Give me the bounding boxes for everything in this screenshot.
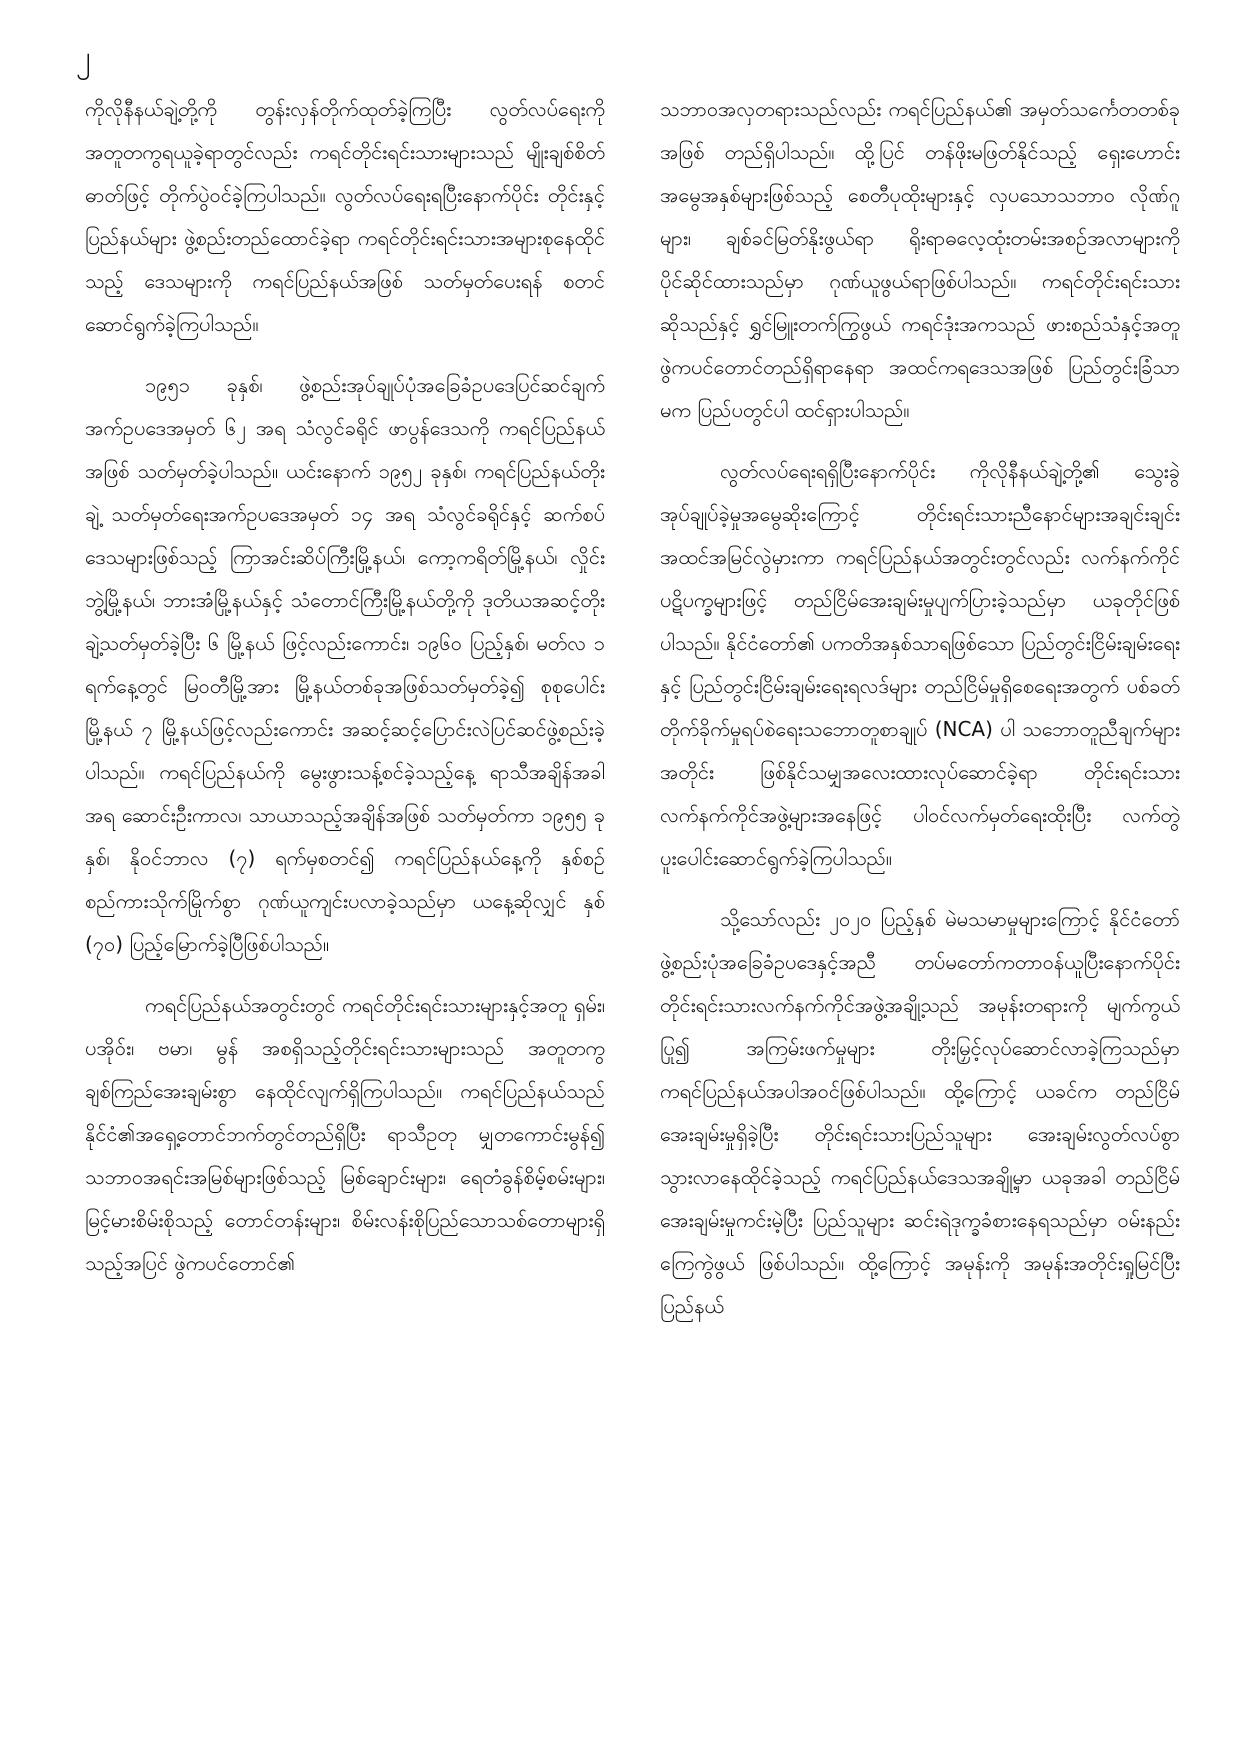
left-paragraph-3: ကရင်ပြည်နယ်အတွင်းတွင် ကရင်တိုင်းရင်းသားများနှင့်အတူ ရှမ်း၊ ပအိုဝ်း၊ ဗမာ၊ မွန် အစရှိသည့်တိုင်းရင်းသားများသည် အတူတကွ ချစ်ကြည်အေးချမ်းစွာ နေထိုင်လျက်ရှိကြပါသည်။ ကရင်ပြည်နယ်သည် နိုင်ငံ၏အရှေ့တောင်ဘက်တွင်တည်ရှိပြီး ရာသီဥတု မျှတကောင်းမွန်၍ သဘာဝအရင်းအမြစ်များဖြစ်သည့် မြစ်ချောင်းများ၊ ရေတံခွန်စိမ့်စမ်းများ၊ မြင့်မားစိမ်းစိုသည့် တောင်တန်းများ၊ စိမ်းလန်းစိုပြည်သောသစ်တောများရှိသည့်အပြင် ဖွဲကပင်တောင်၏: [85, 993, 605, 1275]
left-paragraph-2: ၁၉၅၁ ခုနှစ်၊ ဖွဲ့စည်းအုပ်ချုပ်ပုံအခြေခံဥပဒေပြင်ဆင်ချက်အက်ဥပဒေအမှတ် ၆၂ အရ သံလွင်ခရိုင် ဖာပွန်ဒေသကို ကရင်ပြည်နယ်အဖြစ် သတ်မှတ်ခဲ့ပါသည်။ ယင်းနောက် ၁၉၅၂ ခုနှစ်၊ ကရင်ပြည်နယ်တိုးချဲ့ သတ်မှတ်ရေးအက်ဥပဒေအမှတ် ၁၄ အရ သံလွင်ခရိုင်နှင့် ဆက်စပ်ဒေသများဖြစ်သည့် ကြာအင်းဆိပ်ကြီးမြို့နယ်၊ ကော့ကရိတ်မြို့နယ်၊ လှိုင်းဘွဲ့မြို့နယ်၊ ဘားအံမြို့နယ်နှင့် သံတောင်ကြီးမြို့နယ်တို့ကို ဒုတိယအဆင့်တိုးချဲ့သတ်မှတ်ခဲ့ပြီး ၆ မြို့နယ် ဖြင့်လည်းကောင်း၊ ၁၉၆၀ ပြည့်နှစ်၊ မတ်လ ၁ ရက်နေ့တွင် မြဝတီမြို့အား မြို့နယ်တစ်ခုအဖြစ်သတ်မှတ်ခဲ့၍ စုစုပေါင်းမြို့နယ် ၇ မြို့နယ်ဖြင့်လည်းကောင်း အဆင့်ဆင့်ပြောင်းလဲပြင်ဆင်ဖွဲ့စည်းခဲ့ပါသည်။ ကရင်ပြည်နယ်ကို မွေးဖွားသန့်စင်ခဲ့သည့်နေ့ ရာသီအချိန်အခါအရ ဆောင်းဦးကာလ၊ သာယာသည့်အချိန်အဖြစ် သတ်မှတ်ကာ ၁၉၅၅ ခုနှစ်၊ နိုဝင်ဘာလ (၇) ရက်မှစတင်၍ ကရင်ပြည်နယ်နေ့ကို နှစ်စဉ် စည်ကားသိုက်မြိုက်စွာ ဂုဏ်ယူကျင်းပလာခဲ့သည်မှာ ယနေ့ဆိုလျှင် နှစ် (၇၀) ပြည့်မြောက်ခဲ့ပြီဖြစ်ပါသည်။: [85, 373, 605, 956]
page-number: ၂: [76, 40, 91, 75]
right-paragraph-3: သို့သော်လည်း ၂၀၂၀ ပြည့်နှစ် မဲမသမာမှုများကြောင့် နိုင်ငံတော်ဖွဲ့စည်းပုံအခြေခံဥပဒေနှင့်အညီ တပ်မတော်ကတာဝန်ယူပြီးနောက်ပိုင်း တိုင်းရင်းသားလက်နက်ကိုင်အဖွဲ့အချို့သည် အမုန်းတရားကို မျက်ကွယ်ပြု၍ အကြမ်းဖက်မှုများ တိုးမြှင့်လုပ်ဆောင်လာခဲ့ကြသည်မှာ ကရင်ပြည်နယ်အပါအဝင်ဖြစ်ပါသည်။ ထို့ကြောင့် ယခင်က တည်ငြိမ်အေးချမ်းမှုရှိခဲ့ပြီး တိုင်းရင်းသားပြည်သူများ အေးချမ်းလွတ်လပ်စွာ သွားလာနေထိုင်ခဲ့သည့် ကရင်ပြည်နယ်ဒေသအချို့မှာ ယခုအခါ တည်ငြိမ်အေးချမ်းမှုကင်းမဲ့ပြီး ပြည်သူများ ဆင်းရဲဒုက္ခခံစားနေရသည်မှာ ဝမ်းနည်းကြေကွဲဖွယ် ဖြစ်ပါသည်။ ထို့ကြောင့် အမုန်းကို အမုန်းအတိုင်းရှုမြင်ပြီး ပြည်နယ်: [660, 907, 1180, 1318]
left-column: [85, 88, 605, 1303]
right-paragraph-1: သဘာဝအလှတရားသည်လည်း ကရင်ပြည်နယ်၏ အမှတ်သင်္ကေတတစ်ခုအဖြစ် တည်ရှိပါသည်။ ထို့ပြင် တန်ဖိုးမဖြတ်နိုင်သည့် ရှေးဟောင်းအမွေအနှစ်များဖြစ်သည့် စေတီပုထိုးများနှင့် လှပသောသဘာဝ လိုဏ်ဂူများ၊ ချစ်ခင်မြတ်နိုးဖွယ်ရာ ရိုးရာဓလေ့ထုံးတမ်းအစဉ်အလာများကို ပိုင်ဆိုင်ထားသည်မှာ ဂုဏ်ယူဖွယ်ရာဖြစ်ပါသည်။ ကရင်တိုင်းရင်းသားဆိုသည်နှင့် ရွှင်မြူးတက်ကြွဖွယ် ကရင်ဒုံးအကသည် ဖားစည်သံနှင့်အတူ ဖွဲကပင်တောင်တည်ရှိရာနေရာ အထင်ကရဒေသအဖြစ် ပြည်တွင်းခြံသာမက ပြည်ပတွင်ပါ ထင်ရှားပါသည်။: [660, 97, 1180, 422]
right-paragraph-2: လွတ်လပ်ရေးရရှိပြီးနောက်ပိုင်း ကိုလိုနီနယ်ချဲ့တို့၏ သွေးခွဲအုပ်ချုပ်ခဲ့မှုအမွေဆိုးကြောင့် တိုင်းရင်းသားညီနောင်များအချင်းချင်း အထင်အမြင်လွဲမှားကာ ကရင်ပြည်နယ်အတွင်းတွင်လည်း လက်နက်ကိုင်ပဋိပက္ခများဖြင့် တည်ငြိမ်အေးချမ်းမှုပျက်ပြားခဲ့သည်မှာ ယခုတိုင်ဖြစ်ပါသည်။ နိုင်ငံတော်၏ ပကတိအနှစ်သာရဖြစ်သော ပြည်တွင်းငြိမ်းချမ်းရေးနှင့် ပြည်တွင်းငြိမ်းချမ်းရေးရလဒ်များ တည်ငြိမ်မှုရှိစေရေးအတွက် ပစ်ခတ်တိုက်ခိုက်မှုရပ်စဲရေးသဘောတူစာချုပ် (NCA) ပါ သဘောတူညီချက်များအတိုင်း ဖြစ်နိုင်သမျှအလေးထားလုပ်ဆောင်ခဲ့ရာ တိုင်းရင်းသားလက်နက်ကိုင်အဖွဲ့များအနေဖြင့် ပါဝင်လက်မှတ်ရေးထိုးပြီး လက်တွဲပူးပေါင်းဆောင်ရွက်ခဲ့ကြပါသည်။: [660, 459, 1180, 870]
right-column: [660, 88, 1180, 1346]
left-paragraph-1: ကိုလိုနီနယ်ချဲ့တို့ကို တွန်းလှန်တိုက်ထုတ်ခဲ့ကြပြီး လွတ်လပ်ရေးကို အတူတကွရယူခဲ့ရာတွင်လည်း ကရင်တိုင်းရင်းသားများသည် မျိုးချစ်စိတ်ဓာတ်ဖြင့် တိုက်ပွဲဝင်ခဲ့ကြပါသည်။ လွတ်လပ်ရေးရပြီးနောက်ပိုင်း တိုင်းနှင့်ပြည်နယ်များ ဖွဲ့စည်းတည်ထောင်ခဲ့ရာ ကရင်တိုင်းရင်းသားအများစုနေထိုင်သည့် ဒေသများကို ကရင်ပြည်နယ်အဖြစ် သတ်မှတ်ပေးရန် စတင်ဆောင်ရွက်ခဲ့ကြပါသည်။: [85, 97, 605, 336]
